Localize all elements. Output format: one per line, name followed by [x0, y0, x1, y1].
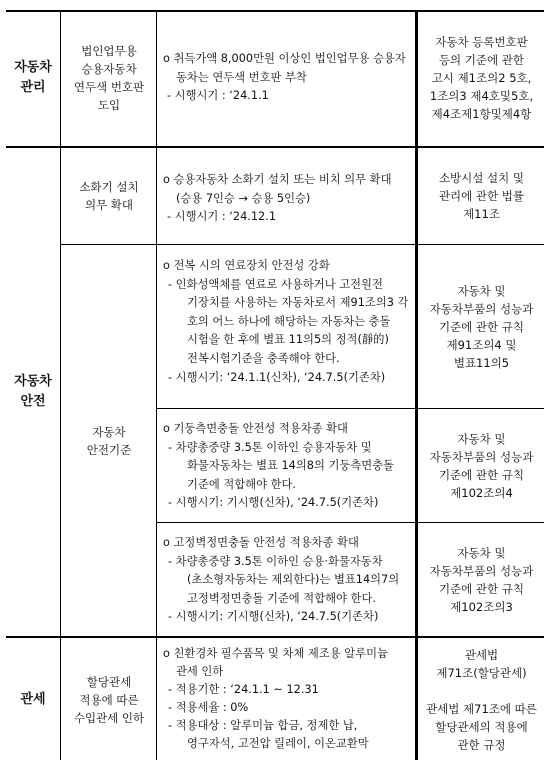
detail-line: 화물자동차는 별표 14의8의 기둥측면충돌	[187, 459, 394, 473]
details-cell-tariff-quota	[157, 639, 415, 760]
detail-line: o 승용자동차 소화기 설치 또는 비치 의무 확대	[163, 173, 392, 186]
detail-line: - 시행시기: ‘24.1.1(신차), ‘24.7.5(기존차)	[168, 370, 386, 384]
detail-line: (승용 7인승 → 승용 5인승)	[176, 191, 311, 205]
row-separator	[6, 636, 544, 638]
subcategory-cell-tariff-quota: 할당관세 적용에 따른 수입관세 인하	[73, 674, 145, 725]
column-separator	[156, 10, 157, 760]
row-separator	[156, 522, 544, 523]
detail-line: o 기둥측면충돌 안전성 적용차종 확대	[163, 422, 348, 435]
detail-line: 관세 인하	[176, 665, 224, 678]
law-cell-pole-side-impact: 자동차 및 자동차부품의 성능과 기준에 관한 규칙 제102조의4	[429, 432, 534, 500]
regulation-table	[6, 10, 544, 760]
row-separator	[6, 146, 544, 148]
detail-line: 기장치를 사용하는 자동차로서 제91조의3 각	[187, 296, 409, 310]
subcategory-cell-safety-standards: 자동차 안전기준	[86, 425, 132, 457]
details-cell-rollover	[157, 246, 415, 408]
detail-line: - 시행시기: 기시행(신차), ‘24.7.5(기존차)	[168, 610, 379, 624]
detail-line: - 적용대상 : 알루미늄 합금, 정제한 납,	[168, 719, 358, 732]
detail-line: 시험을 한 후에 별표 11의5의 정적(靜的)	[187, 333, 389, 347]
details-cell-extinguisher	[157, 148, 415, 244]
detail-line: 호의 어느 하나에 해당하는 자동차는 충돌	[187, 314, 391, 328]
column-separator	[60, 10, 61, 760]
subcategory-cell-green-plate: 법인업무용 승용자동차 연두색 번호판 도입	[73, 44, 145, 112]
table-top-border	[6, 10, 544, 12]
column-separator-bold	[415, 10, 418, 760]
law-cell-rollover: 자동차 및 자동차부품의 성능과 기준에 관한 규칙 제91조의4 및 별표11의5	[429, 284, 534, 370]
detail-line: 고정벽정면충돌 기준에 적합해야 한다.	[187, 591, 376, 605]
detail-line: - 적용기한 : ‘24.1.1 ~ 12.31	[168, 683, 319, 696]
detail-line: - 적용세율 : 0%	[168, 701, 249, 714]
law-cell-tariff-quota: 관세법 제71조(할당관세) 관세법 제71조에 따른 할당관세의 적용에 관한 규정	[426, 647, 537, 752]
row-separator	[156, 408, 544, 409]
detail-line: 기준에 적합해야 한다.	[187, 477, 296, 491]
law-cell-extinguisher: 소방시설 설치 및 관리에 관한 법률 제11조	[438, 171, 525, 221]
detail-line: - 차량총중량 3.5톤 이하인 승용자동차 및	[168, 440, 372, 454]
row-separator	[60, 244, 544, 245]
subcategory-cell-extinguisher: 소화기 설치 의무 확대	[79, 180, 139, 212]
detail-line: - 시행시기 : ‘24.12.1	[167, 210, 277, 224]
detail-line: 전복시험기준을 충족해야 한다.	[187, 351, 340, 365]
detail-line: - 차량총중량 3.5톤 이하인 승용‧화물자동차	[168, 554, 383, 568]
details-cell-pole-side-impact	[157, 410, 415, 522]
detail-line: o 취득가액 8,000만원 이상인 법인업무용 승용자	[163, 52, 406, 65]
detail-line: o 친환경차 필수품목 및 차체 제조용 알루미늄	[163, 647, 388, 660]
law-cell-rigid-barrier: 자동차 및 자동차부품의 성능과 기준에 관한 규칙 제102조의3	[429, 546, 534, 614]
detail-line: o 고정벽정면충돌 안전성 적용차종 확대	[163, 536, 359, 549]
category-cell-vehicle-management: 자동차 관리	[14, 60, 52, 95]
law-cell-green-plate: 자동차 등록번호판 등의 기준에 관한 고시 제1조의2 5호, 1조의3 제4호및5호, 제4조제1항및제4항	[429, 35, 534, 121]
detail-line: 영구자석, 고전압 릴레이, 이온교환막	[187, 737, 369, 750]
category-cell-vehicle-safety: 자동차 안전	[14, 374, 52, 409]
details-cell-green-plate	[157, 38, 415, 146]
detail-line: - 시행시기: 기시행(신차), ‘24.7.5(기존차)	[168, 496, 379, 510]
detail-line: o 전복 시의 연료장치 안전성 강화	[163, 259, 330, 272]
details-cell-rigid-barrier	[157, 524, 415, 636]
detail-line: 동차는 연두색 번호판 부착	[176, 70, 307, 84]
detail-line: - 시행시기 : ‘24.1.1	[167, 89, 269, 103]
detail-line: - 인화성액체를 연료로 사용하거나 고전원전	[168, 277, 383, 291]
detail-line: (초소형자동차는 제외한다)는 별표14의7의	[187, 573, 400, 587]
category-cell-tariff: 관세	[20, 691, 46, 707]
